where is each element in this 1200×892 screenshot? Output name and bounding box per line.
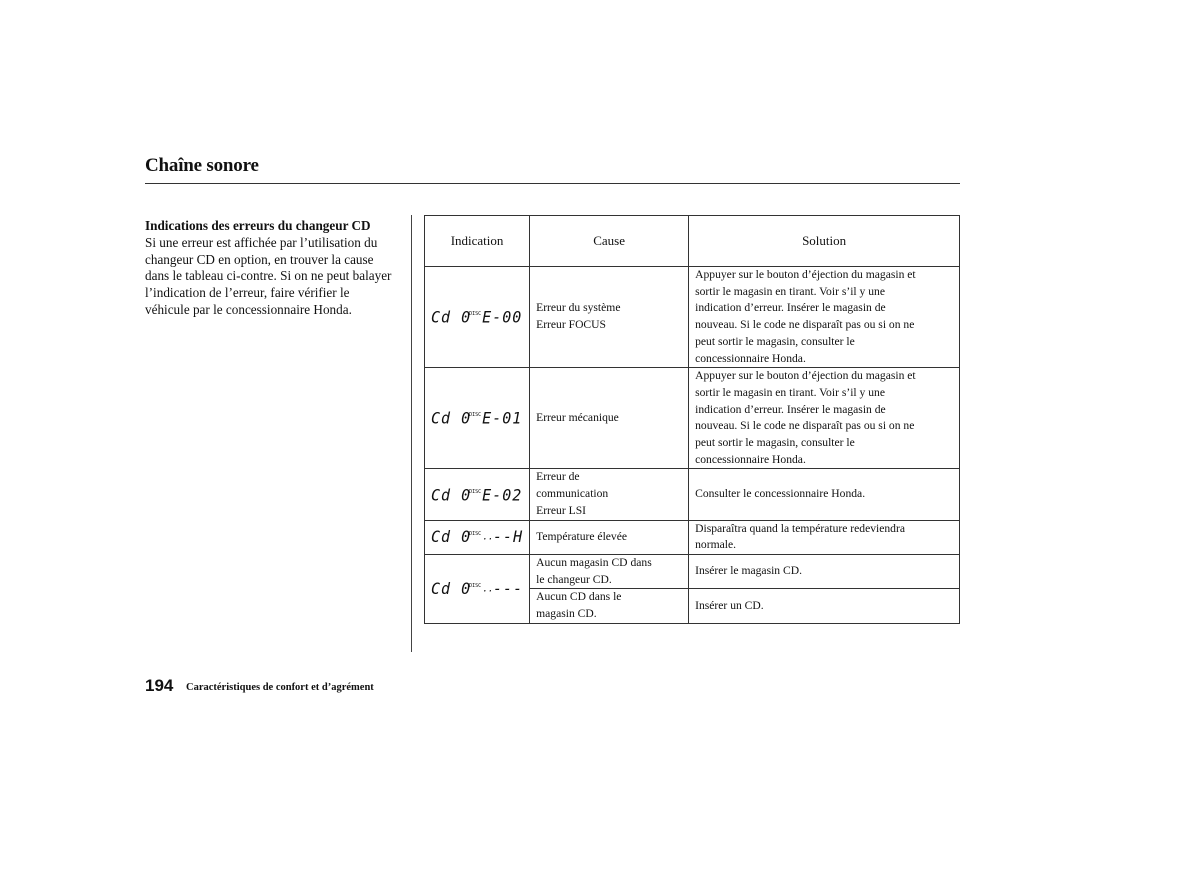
indication-cell (425, 520, 530, 554)
table-row (425, 554, 960, 588)
table-row (425, 520, 960, 554)
intro-body: Si une erreur est affichée par l’utilisation du changeur CD en option, en trouver la cause dans le tableau ci-contre. Si on ne peut balayer l’indication de l’erreur, faire vérifier le véhicule par le concessionnaire Honda. (145, 234, 392, 317)
lcd-display: Cd $0^{DISC}E-02$ (431, 485, 523, 505)
solution-cell: Appuyer sur le bouton d’éjection du magasin et sortir le magasin en tirant. Voir s’il y une indication d’erreur. Insérer le magasin de nouveau. Si le code ne disparaît pas ou si on ne peut sortir le magasin, consulter le concessionnaire Honda. (689, 267, 960, 368)
lcd-display: Cd $0^{DISC}E-00$ (431, 307, 523, 327)
cause-cell: Température élevée (530, 520, 689, 554)
cause-cell: Erreur de communication Erreur LSI (530, 469, 689, 520)
cause-cell: Erreur du système Erreur FOCUS (530, 267, 689, 368)
cause-cell: Erreur mécanique (530, 368, 689, 469)
lcd-display: Cd $0^{DISC}\cdot\cdot--H$ (431, 527, 524, 547)
solution-cell: Appuyer sur le bouton d’éjection du magasin et sortir le magasin en tirant. Voir s’il y une indication d’erreur. Insérer le magasin de nouveau. Si le code ne disparaît pas ou si on ne peut sortir le magasin, consulter le concessionnaire Honda. (689, 368, 960, 469)
intro-heading: Indications des erreurs du changeur CD (145, 218, 371, 233)
indication-cell (425, 554, 530, 623)
header-indication: Indication (425, 216, 530, 267)
lcd-display: Cd $0^{DISC}\cdot\cdot---$ (431, 579, 524, 598)
table-header-row (425, 216, 960, 267)
page-number: 194 (145, 676, 174, 695)
indication-cell (425, 267, 530, 368)
solution-cell: Consulter le concessionnaire Honda. (689, 469, 960, 520)
solution-cell: Insérer un CD. (689, 589, 960, 623)
solution-cell: Disparaîtra quand la température redeviendra normale. (689, 520, 960, 554)
table-row (425, 469, 960, 520)
cause-cell: Aucun magasin CD dans le changeur CD. (530, 554, 689, 588)
indication-cell (425, 368, 530, 469)
error-table (424, 215, 960, 624)
table-row (425, 368, 960, 469)
cause-cell: Aucun CD dans le magasin CD. (530, 589, 689, 623)
column-divider (411, 215, 412, 652)
title-divider (145, 183, 960, 184)
header-cause: Cause (530, 216, 689, 267)
header-solution: Solution (689, 216, 960, 267)
indication-cell (425, 469, 530, 520)
intro-block (145, 218, 397, 319)
section-title: Chaîne sonore (145, 155, 259, 176)
lcd-display: Cd $0^{DISC}E-01$ (431, 409, 523, 428)
solution-cell: Insérer le magasin CD. (689, 554, 960, 588)
footer-section-label: Caractéristiques de confort et d’agrément (186, 682, 374, 693)
table-row (425, 267, 960, 368)
